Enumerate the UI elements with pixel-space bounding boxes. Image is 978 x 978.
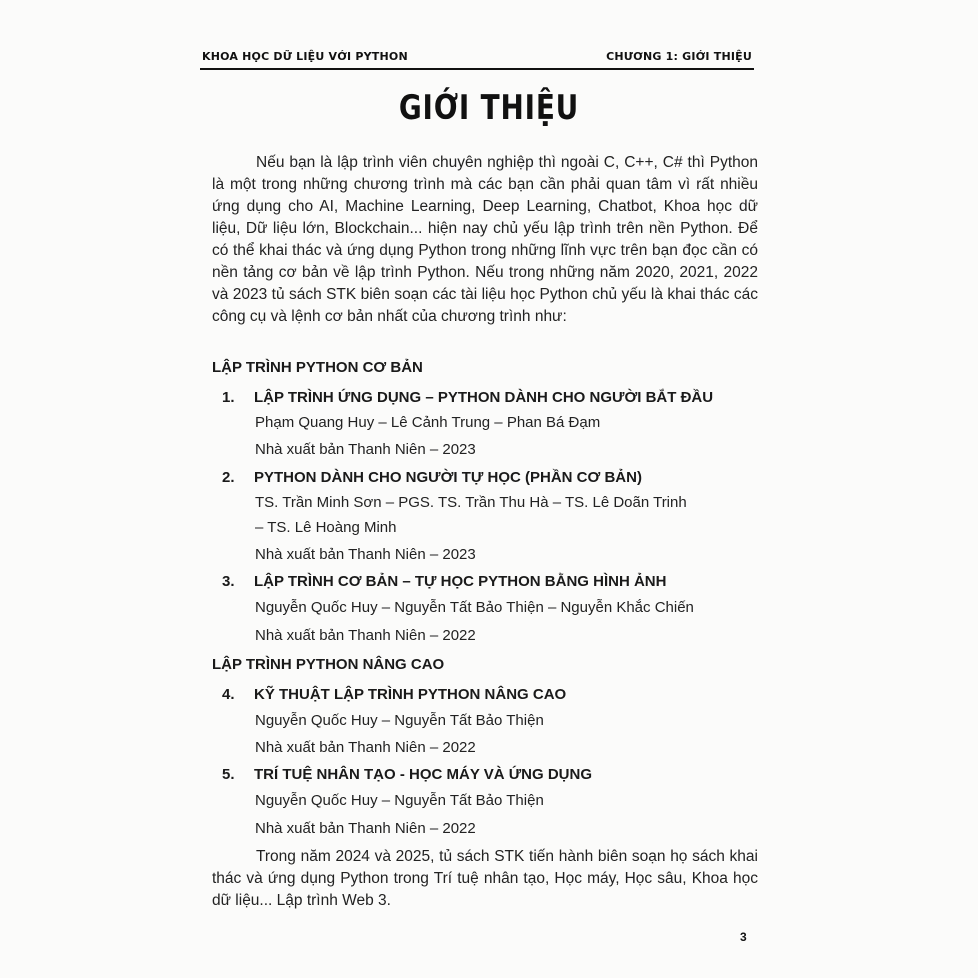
book-item-authors: Nguyễn Quốc Huy – Nguyễn Tất Bảo Thiện bbox=[255, 792, 544, 809]
book-item-authors-continued: – TS. Lê Hoàng Minh bbox=[255, 519, 397, 536]
intro-paragraph: Nếu bạn là lập trình viên chuyên nghiệp thì ngoài C, C++, C# thì Python là một trong những chương trình mà các bạn cần phải quan tâm vì rất nhiều ứng dụng cho AI, Machine Learning, Deep Learning, Chatbot, Khoa học dữ liệu, Dữ liệu lớn, Blockchain... hiện nay chủ yếu lập trình trên nền Python. Để có thể khai thác và ứng dụng Python trong những lĩnh vực trên bạn đọc cần có nền tảng cơ bản về lập trình Python. Nếu trong những năm 2020, 2021, 2022 và 2023 tủ sách STK biên soạn các tài liệu học Python chủ yếu là khai thác các công cụ và lệnh cơ bản nhất của chương trình như: bbox=[212, 154, 758, 325]
book-item-number: 3. bbox=[222, 573, 235, 590]
book-item-authors: Nguyễn Quốc Huy – Nguyễn Tất Bảo Thiện bbox=[255, 712, 544, 729]
book-item-title bbox=[222, 766, 592, 783]
book-item-number: 1. bbox=[222, 389, 235, 406]
book-item-number: 2. bbox=[222, 469, 235, 486]
section-heading-advanced: LẬP TRÌNH PYTHON NÂNG CAO bbox=[212, 656, 445, 673]
chapter-title: GIỚI THIỆU bbox=[398, 88, 580, 128]
book-item-title bbox=[222, 686, 566, 703]
book-item-title-text: TRÍ TUỆ NHÂN TẠO - HỌC MÁY VÀ ỨNG DỤNG bbox=[254, 766, 592, 783]
book-item-number: 5. bbox=[222, 766, 235, 783]
header-chapter-title: CHƯƠNG 1: GIỚI THIỆU bbox=[606, 50, 752, 63]
book-item-publisher: Nhà xuất bản Thanh Niên – 2023 bbox=[255, 546, 476, 563]
book-item-authors: Nguyễn Quốc Huy – Nguyễn Tất Bảo Thiện – Nguyễn Khắc Chiến bbox=[255, 599, 694, 616]
book-item-number: 4. bbox=[222, 686, 235, 703]
book-item-publisher: Nhà xuất bản Thanh Niên – 2022 bbox=[255, 820, 476, 837]
book-item-title bbox=[222, 389, 713, 406]
running-header bbox=[202, 50, 752, 66]
book-item-publisher: Nhà xuất bản Thanh Niên – 2022 bbox=[255, 627, 476, 644]
book-item-title-text: PYTHON DÀNH CHO NGƯỜI TỰ HỌC (PHẦN CƠ BẢN) bbox=[254, 469, 642, 486]
closing-paragraph: Trong năm 2024 và 2025, tủ sách STK tiến hành biên soạn họ sách khai thác và ứng dụng Python trong Trí tuệ nhân tạo, Học máy, Học sâu, Khoa học dữ liệu... Lập trình Web 3. bbox=[212, 848, 758, 909]
book-item-title-text: LẬP TRÌNH CƠ BẢN – TỰ HỌC PYTHON BẰNG HÌNH ẢNH bbox=[254, 573, 667, 590]
page-number: 3 bbox=[740, 930, 747, 944]
book-item-title-text: LẬP TRÌNH ỨNG DỤNG – PYTHON DÀNH CHO NGƯỜI BẮT ĐẦU bbox=[254, 389, 714, 406]
book-item-publisher: Nhà xuất bản Thanh Niên – 2022 bbox=[255, 739, 476, 756]
header-divider bbox=[200, 68, 754, 70]
section-heading-basic: LẬP TRÌNH PYTHON CƠ BẢN bbox=[212, 359, 423, 376]
book-item-title bbox=[222, 573, 666, 590]
book-item-authors: TS. Trần Minh Sơn – PGS. TS. Trần Thu Hà – TS. Lê Doãn Trinh bbox=[255, 494, 687, 511]
book-item-title-text: KỸ THUẬT LẬP TRÌNH PYTHON NÂNG CAO bbox=[254, 686, 567, 703]
book-item-title bbox=[222, 469, 642, 486]
book-item-authors: Phạm Quang Huy – Lê Cảnh Trung – Phan Bá Đạm bbox=[255, 414, 601, 431]
book-item-publisher: Nhà xuất bản Thanh Niên – 2023 bbox=[255, 441, 476, 458]
header-book-title: KHOA HỌC DỮ LIỆU VỚI PYTHON bbox=[202, 50, 408, 63]
